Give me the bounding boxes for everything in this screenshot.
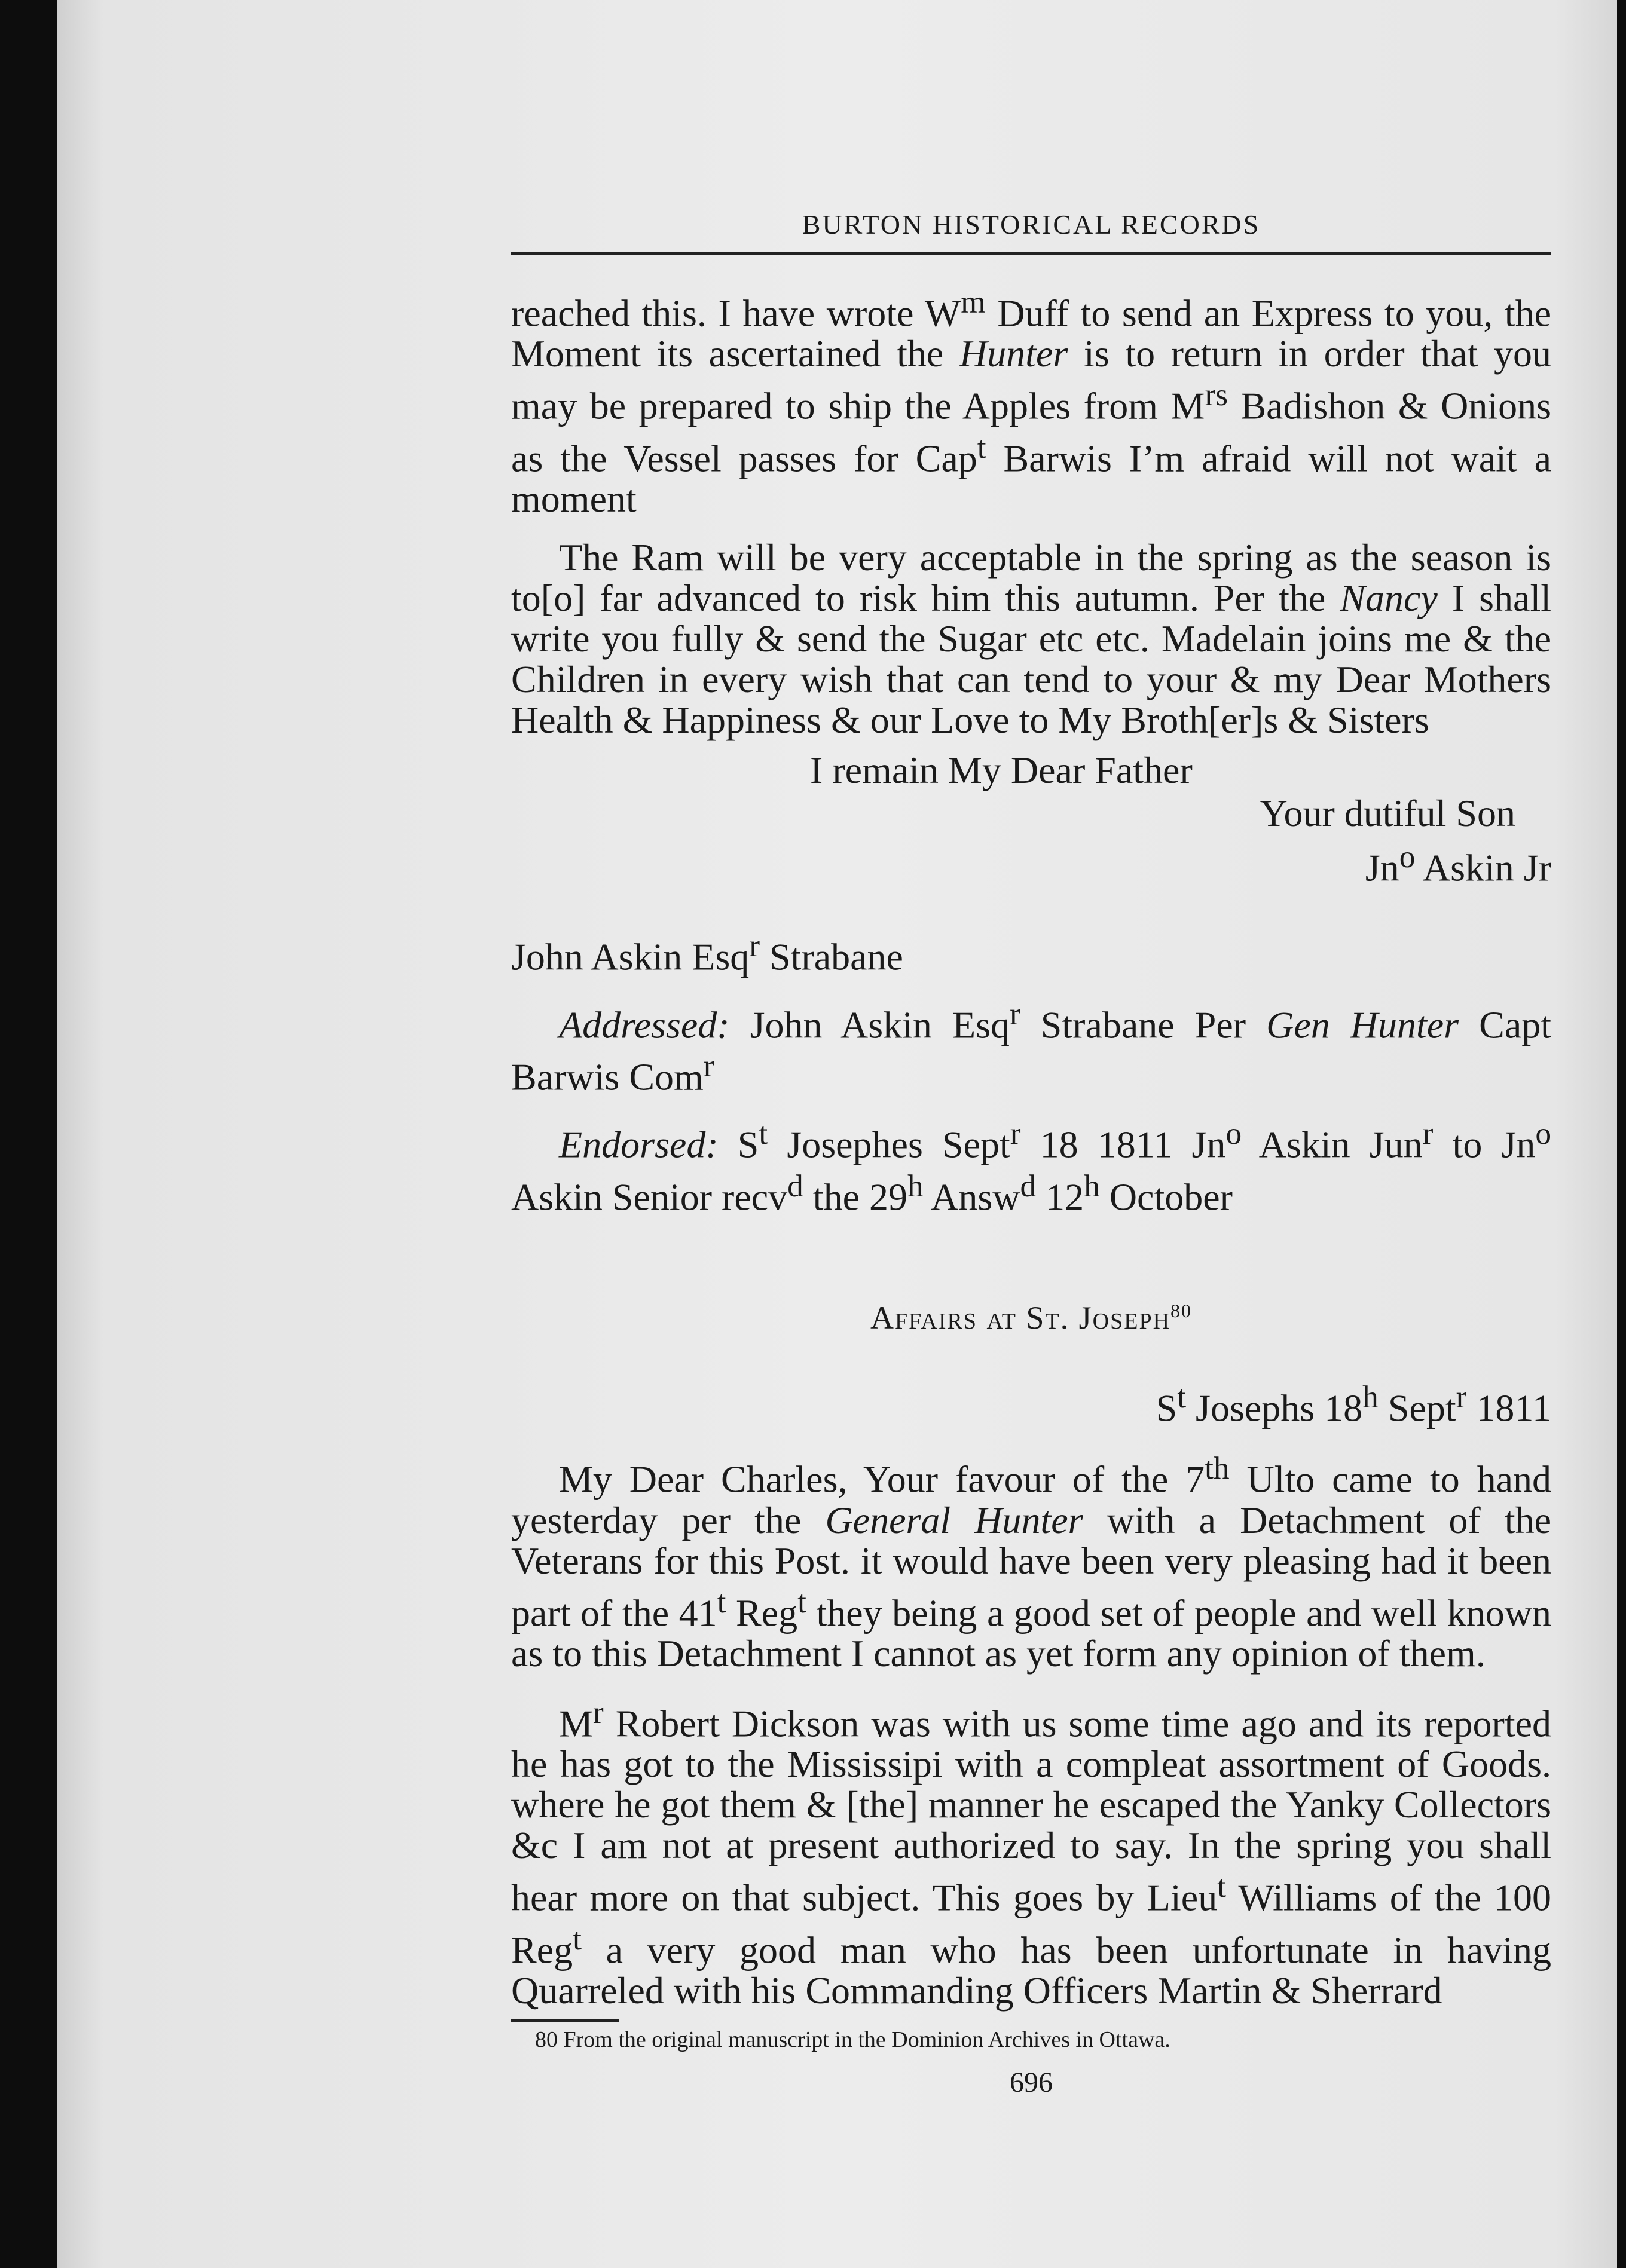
letter1-paragraph-2: The Ram will be very acceptable in the spring as the season is to[o] far advanced to risk him this autumn. Per the Nancy I shall write you fully & send the Sugar etc etc. Madelain joins me & the Children in every wish that can tend to your & my Dear Mothers Health & Happiness & our Love to My Broth[er]s & Sisters [511, 535, 1552, 741]
book-page [57, 0, 1617, 2268]
ship-name: Hunter [959, 332, 1068, 375]
letter1-paragraph-1: reached this. I have wrote $W^m$ Duff to send an Express to you, the Moment its ascertained the Hunter is to return in order that you may be prepared to ship the Apples from $M^{rs}$ Badishon & Onions as the Vessel passes for Cap$^t$ Barwis I’m afraid will not wait a moment [511, 284, 1552, 520]
letter2-paragraph-2: $M^r$ Robert Dickson was with us some time ago and its reported he has got to the Mississipi with a compleat assortment of Goods. where he got them & [the] manner he escaped the Yanky Collectors &c I am not at present authorized to say. In the spring you shall hear more on that subject. This goes by Lieu$^t$ Williams of the 100 Reg$^t$ a very good man who has been unfortunate in having Quarreled with his Commanding Officers Martin & Sherrard [511, 1694, 1552, 2012]
page-content [511, 203, 1551, 2099]
recipient-line: John Askin Esq$^r$ Strabane [511, 928, 903, 978]
closing-line: I remain My Dear Father [810, 748, 1193, 791]
note-label: Addressed: [559, 1003, 730, 1046]
ship-name: Gen Hunter [1266, 1003, 1459, 1046]
section-title: Affairs at St. Joseph$^{80}$ [870, 1299, 1193, 1336]
letter2-paragraph-1: My Dear Charles, Your favour of the 7th Ulto came to hand yesterday per the General Hunter with a Detachment of the Veterans for this Post. it would have been very pleasing had it been part of the 41$^t$ Reg$^t$ they being a good set of people and well known as to this Detachment I cannot as yet form any opinion of them. [511, 1450, 1552, 1675]
running-header: BURTON HISTORICAL RECORDS [511, 203, 1551, 255]
ship-name: General Hunter [825, 1498, 1083, 1541]
footnote-divider [511, 2019, 619, 2022]
addressed-note: Addressed: John Askin Esq$^r$ Strabane Per Gen Hunter Capt Barwis Com$^r$ [511, 995, 1552, 1098]
signature: Jn$^o$ Askin Jr [1365, 838, 1551, 889]
footnote-ref: 80 [1170, 1299, 1193, 1321]
ship-name: Nancy [1340, 576, 1438, 619]
note-label: Endorsed: [559, 1123, 719, 1166]
footnote-number: 80 [535, 2027, 558, 2052]
footnote: 80 From the original manuscript in the Dominion Archives in Ottawa. [535, 2027, 1170, 2052]
endorsed-note: Endorsed: $S^t$ Josephes Sept$^r$ 18 1811 Jn$^o$ Askin Jun$^r$ to Jn$^o$ Askin Senior recv$^d$ the 29$^h$ Answ$^d$ 12$^h$ October [511, 1115, 1552, 1218]
closing-line: Your dutiful Son [1260, 791, 1515, 834]
letter2-dateline: $S^t$ Josephs 18$^h$ Sept$^r$ 1811 [1156, 1378, 1551, 1430]
page-number: 696 [1010, 2066, 1053, 2098]
